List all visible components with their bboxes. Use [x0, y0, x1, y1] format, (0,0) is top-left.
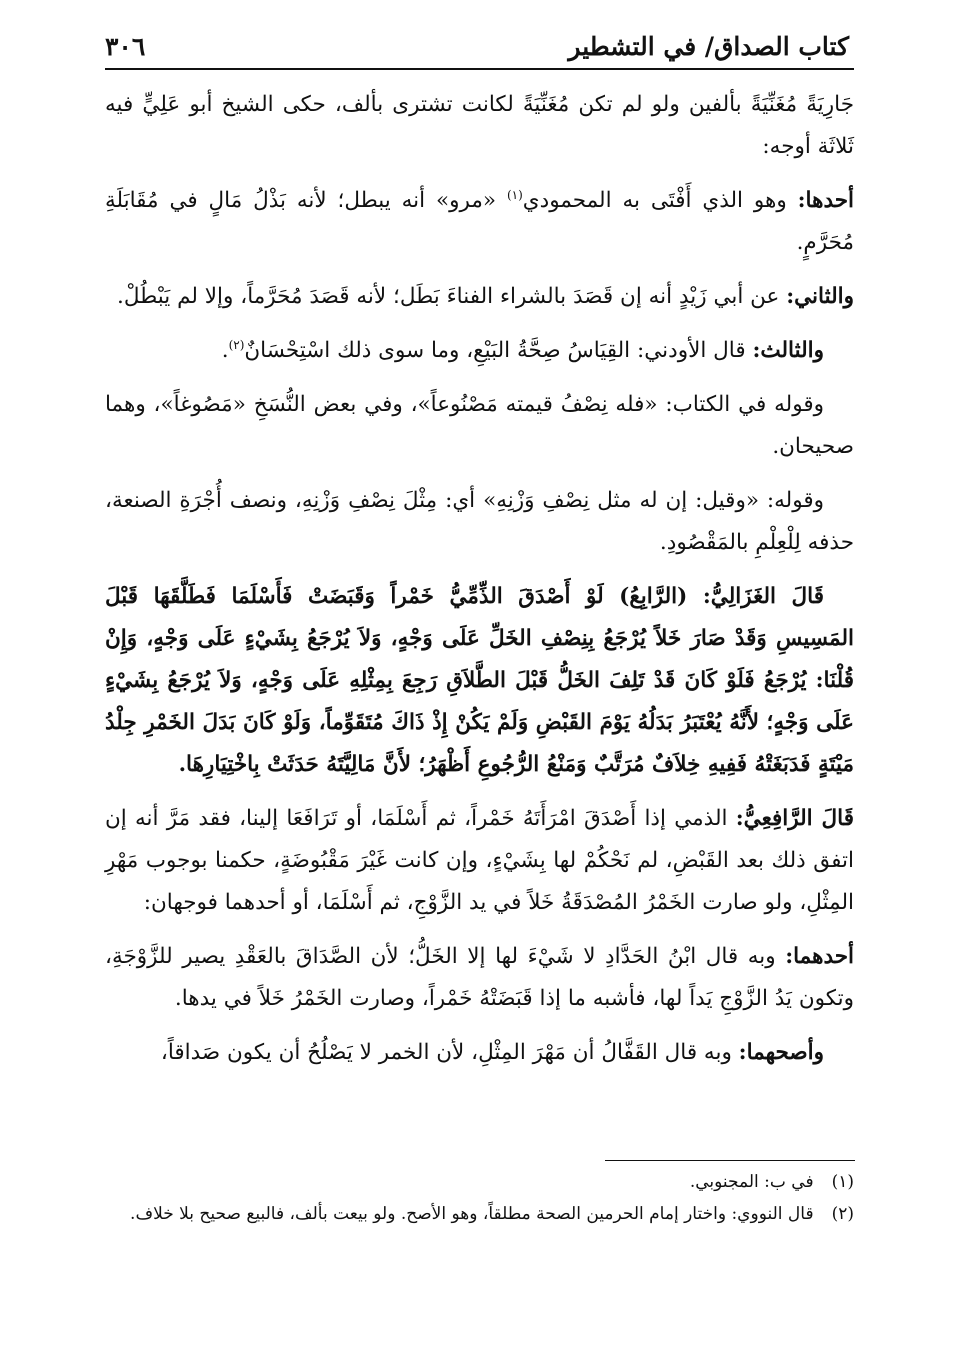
- footnote-2: [105, 1198, 854, 1230]
- sharh-correct-view: [105, 1032, 854, 1074]
- footnote-ref-1: (١): [506, 187, 523, 202]
- sharh-text: وبه قال القَفَّالُ أن مَهْرَ المِثْلِ، لأن الخمر لا يَصْلُحُ أن يكون صَداقاً،: [160, 1040, 732, 1065]
- sharh-rafii: [105, 798, 854, 924]
- footnote-text: قال النووي: واختار إمام الحرمين الصحة مطلقاً، وهو الأصح. ولو بيعت بألف، فالبيع صحيح بلا خلاف.: [130, 1204, 814, 1224]
- footnote-number: (٢): [831, 1204, 854, 1224]
- paragraph-first-view: [105, 180, 854, 264]
- sharh-text: الذمي إذا أَصْدَقَ امْرَأَتَهُ خَمْراً، ثم أَسْلَمَا، أو تَرَافَعَا إلينا، فقد مَرَّ أنه إن اتفق ذلك بعد القَبْضِ، لم نَحْكُمْ لها بِشَيْءٍ، وإن كانت غَيْرَ مَقْبُوضَةٍ، حكمنا بوجوب مَهْرِ المِثْلِ، ولو صارت الخَمْرُ المُصْدَقَةُ خَلاً في يد الزَّوْجِ، ثم أَسْلَمَا، أو أحدهما فوجهان:: [105, 806, 854, 915]
- footnote-ref-2: (٢): [228, 337, 245, 352]
- running-title: كتاب الصداق/ في التشطير: [568, 31, 849, 61]
- paragraph-text-cont: «مرو» أنه يبطل؛ لأنه بَذْلُ مَالٍ في مُقَابَلَةِ مُحَرَّمٍ.: [105, 188, 854, 255]
- paragraph-weight-remark: [105, 480, 854, 564]
- paragraph-label: أحدها:: [797, 188, 854, 213]
- footnotes: [105, 1166, 854, 1230]
- paragraph-third-view: [105, 330, 854, 372]
- paragraph-intro: [105, 84, 854, 168]
- paragraph-text: وهو الذي أَفْتَى به المحمودي: [522, 188, 787, 213]
- sharh-first-view: [105, 936, 854, 1020]
- page-number: ٣٠٦: [105, 31, 146, 61]
- sharh-label: أحدهما:: [785, 944, 854, 969]
- matn-ghazali: [105, 576, 854, 786]
- paragraph-second-view: [105, 276, 854, 318]
- paragraph-text: عن أبي زَيْدٍ أنه إن قَصَدَ بالشراء الفناءَ بَطَل؛ لأنه قَصَدَ مُحَرَّماً، وإلا لم يَبْطُلْ.: [117, 284, 780, 309]
- matn-label: قَالَ الغَزَالِيُّ:: [702, 584, 824, 609]
- sharh-text: وبه قال ابْنُ الحَدَّادِ لا شَيْءَ لها إلا الخَلُّ؛ لأن الصَّدَاقَ بالعَقْدِ يصير للزَّوْجَةِ، وتكون يَدُ الزَّوْجِ يَداً لها، فأشبه ما إذا قَبَضَتْهُ خَمْراً، وصارت الخَمْرُ خَلاً في يدها.: [105, 944, 854, 1011]
- page-header: [105, 28, 849, 64]
- paragraph-text: وقوله في الكتاب: «فله نِصْفُ قيمته مَصْنُوعاً»، وفي بعض النُّسَخِ «مَصُوغاً»، وهما صحيحان.: [105, 392, 854, 459]
- paragraph-text: وقوله: «وقيل: إن له مثل نِصْفِ وَزْنِهِ» أي: مِثْلَ نِصْفِ وَزْنِهِ، ونصف أُجْرَةِ الصنعة، حذفه لِلْعِلْمِ بالمَقْصُودِ.: [105, 488, 854, 555]
- paragraph-book-remark: [105, 384, 854, 468]
- paragraph-label: والثاني:: [786, 284, 854, 309]
- matn-text: (الرَّابِعُ) لَوْ أَصْدَقَ الذِّمِّيُّ خَمْراً وَقَبَضَتْ فَأَسْلَمَا فَطَلَّقَهَا قَبْلَ المَسِيسِ وَقَدْ صَارَ خَلاً يُرْجَعُ بِنِصْفِ الخَلِّ عَلَى وَجْهٍ، وَلاَ يُرْجَعُ بِشَيْءٍ عَلَى وَجْهٍ، وَإِنْ قُلْنَا: يُرْجَعُ فَلَوْ كَانَ قَدْ تَلِفَ الخَلُّ قَبْلَ الطَّلاَقِ رَجِعَ بِمِثْلِهِ عَلَى وَجْهٍ، وَلاَ يُرْجَعُ بِشَيْءٍ عَلَى وَجْهٍ؛ لأَنَّهُ يُعْتَبَرُ بَدَلُهُ يَوْمَ القَبْضِ وَلَمْ يَكُنْ إِذْ ذَاكَ مُتَقَوِّماً، وَلَوْ كَانَ بَدَلَ الخَمْرِ جِلْدُ مَيْتَةٍ فَدَبَغَتْهُ فَفِيهِ خِلاَفٌ مُرَتَّبٌ وَمَنْعُ الرُّجُوعِ أَظْهَرُ؛ لأَنَّ مَالِيَّتَهُ حَدَثَتْ بِاخْتِيَارِهَا.: [105, 584, 854, 777]
- footnote-rule: [605, 1160, 855, 1161]
- paragraph-text: جَارِيَةً مُغَنِّيَةً بألفين ولو لم تكن مُغَنِّيَةً لكانت تشترى بألف، حكى الشيخ أبو عَلِيٍّ فيه ثَلاثَة أوجه:: [105, 92, 854, 159]
- header-rule: [105, 68, 854, 70]
- paragraph-text: قال الأودني: القِيَاسُ صِحَّةُ البَيْعِ، وما سوى ذلك اسْتِحْسَانٌ: [244, 338, 746, 363]
- footnote-text: في ب: المجنوبي.: [689, 1172, 814, 1192]
- footnote-1: [105, 1166, 854, 1198]
- sharh-label: قَالَ الرَّافِعِيُّ:: [735, 806, 854, 831]
- paragraph-label: والثالث:: [752, 338, 824, 363]
- footnote-number: (١): [831, 1172, 854, 1192]
- paragraph-tail: .: [221, 338, 229, 363]
- sharh-label: وأصحهما:: [738, 1040, 824, 1065]
- page-body: [105, 84, 854, 1086]
